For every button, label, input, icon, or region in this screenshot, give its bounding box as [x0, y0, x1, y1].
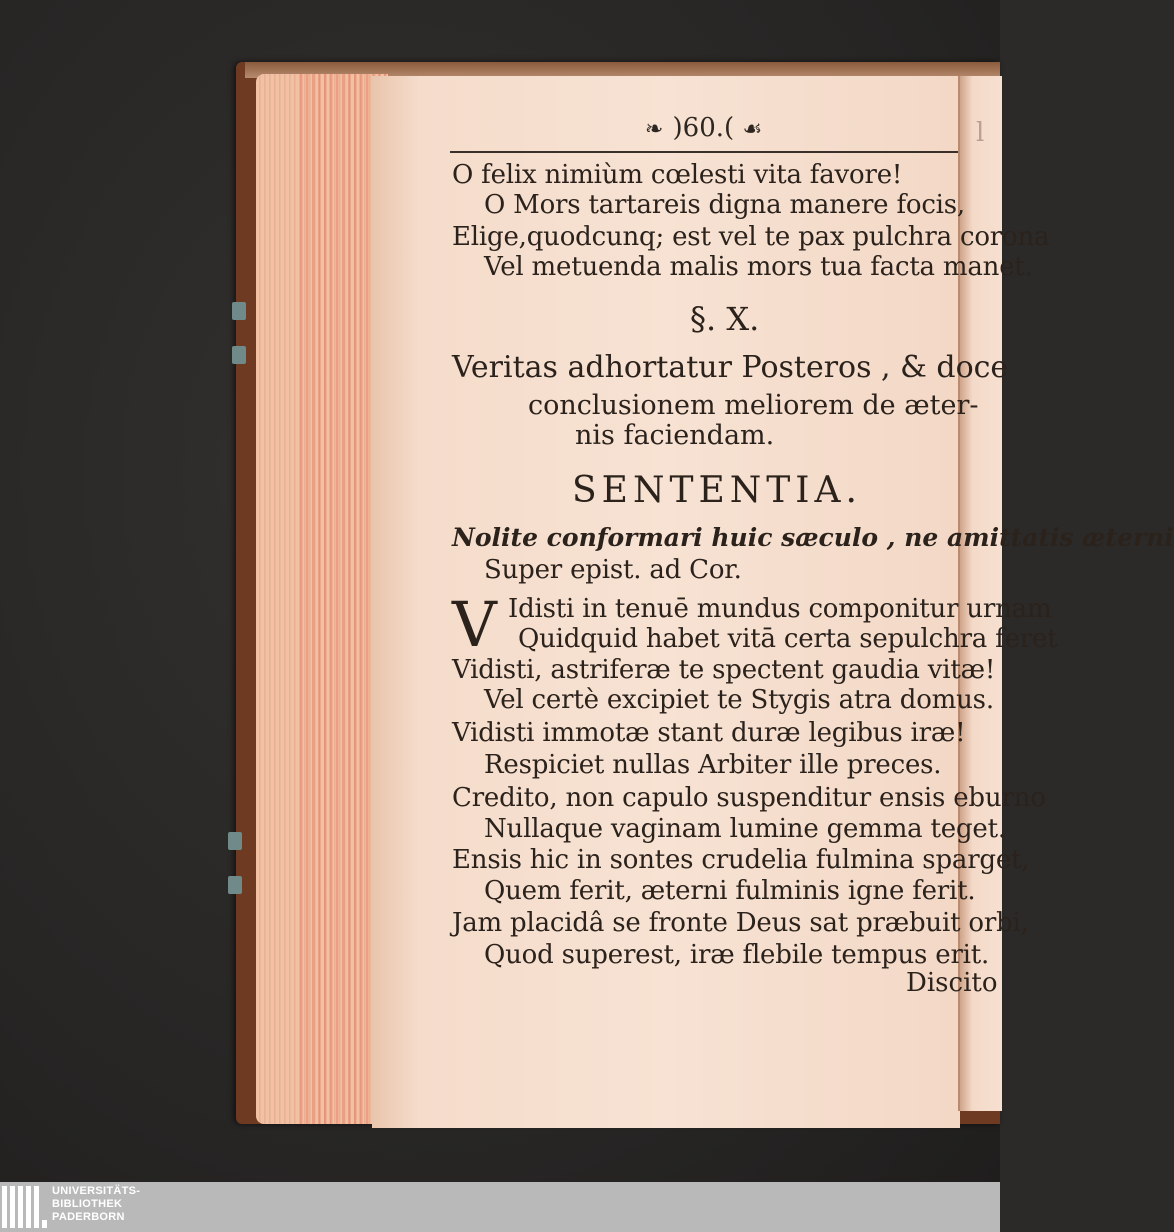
poem-line: Quidquid habet vitā certa sepulchra feret	[518, 624, 1058, 654]
poem-top-line: Elige,quodcunq; est vel te pax pulchra corona	[452, 222, 1050, 252]
poem-top-line: Vel metuenda malis mors tua facta manet.	[484, 252, 1033, 282]
drop-capital: V	[452, 588, 497, 661]
sententia-quote: Nolite conformari huic sæculo , ne amittatis æterni	[452, 523, 1174, 552]
library-name-line: UNIVERSITÄTS-	[52, 1185, 141, 1197]
poem-line: Respiciet nullas Arbiter ille preces.	[484, 750, 942, 780]
section-number: §. X.	[690, 300, 760, 338]
facing-page-fragment: l	[976, 118, 985, 148]
poem-top-line: O felix nimiùm cœlesti vita favore!	[452, 160, 903, 190]
poem-line: Vel certè excipiet te Stygis atra domus.	[484, 685, 994, 715]
section-heading-line: nis faciendam.	[575, 420, 775, 451]
page-number: )60.(	[672, 113, 735, 143]
library-logo-icon	[2, 1186, 46, 1228]
sententia-source: Super epist. ad Cor.	[484, 555, 742, 585]
poem-line: Quem ferit, æterni fulminis igne ferit.	[484, 876, 976, 906]
library-footer	[0, 1182, 1000, 1232]
library-name-line: PADERBORN	[52, 1211, 125, 1223]
poem-line: Idisti in tenuē mundus componitur urnam	[508, 594, 1052, 624]
poem-line: Quod superest, iræ flebile tempus erit.	[484, 940, 990, 970]
poem-line: Vidisti immotæ stant duræ legibus iræ!	[452, 718, 966, 748]
poem-line: Jam placidâ se fronte Deus sat præbuit orbi,	[452, 908, 1029, 938]
catchword: Discito	[906, 968, 998, 998]
section-heading-line: conclusionem meliorem de æter-	[528, 390, 979, 421]
poem-top-line: O Mors tartareis digna manere focis,	[484, 190, 965, 220]
ornament-right-icon: ☙	[742, 117, 764, 142]
ornament-left-icon: ❧	[644, 117, 665, 142]
sententia-title: SENTENTIA.	[572, 470, 862, 511]
poem-line: Vidisti, astriferæ te spectent gaudia vitæ!	[452, 655, 996, 685]
poem-line: Credito, non capulo suspenditur ensis eburno	[452, 783, 1046, 813]
poem-line: Ensis hic in sontes crudelia fulmina sparget,	[452, 845, 1030, 875]
library-name-line: BIBLIOTHEK	[52, 1198, 123, 1210]
poem-line: Nullaque vaginam lumine gemma teget.	[484, 814, 1006, 844]
library-name	[52, 1185, 140, 1224]
section-heading-line: Veritas adhortatur Posteros , & doce	[452, 350, 1009, 385]
